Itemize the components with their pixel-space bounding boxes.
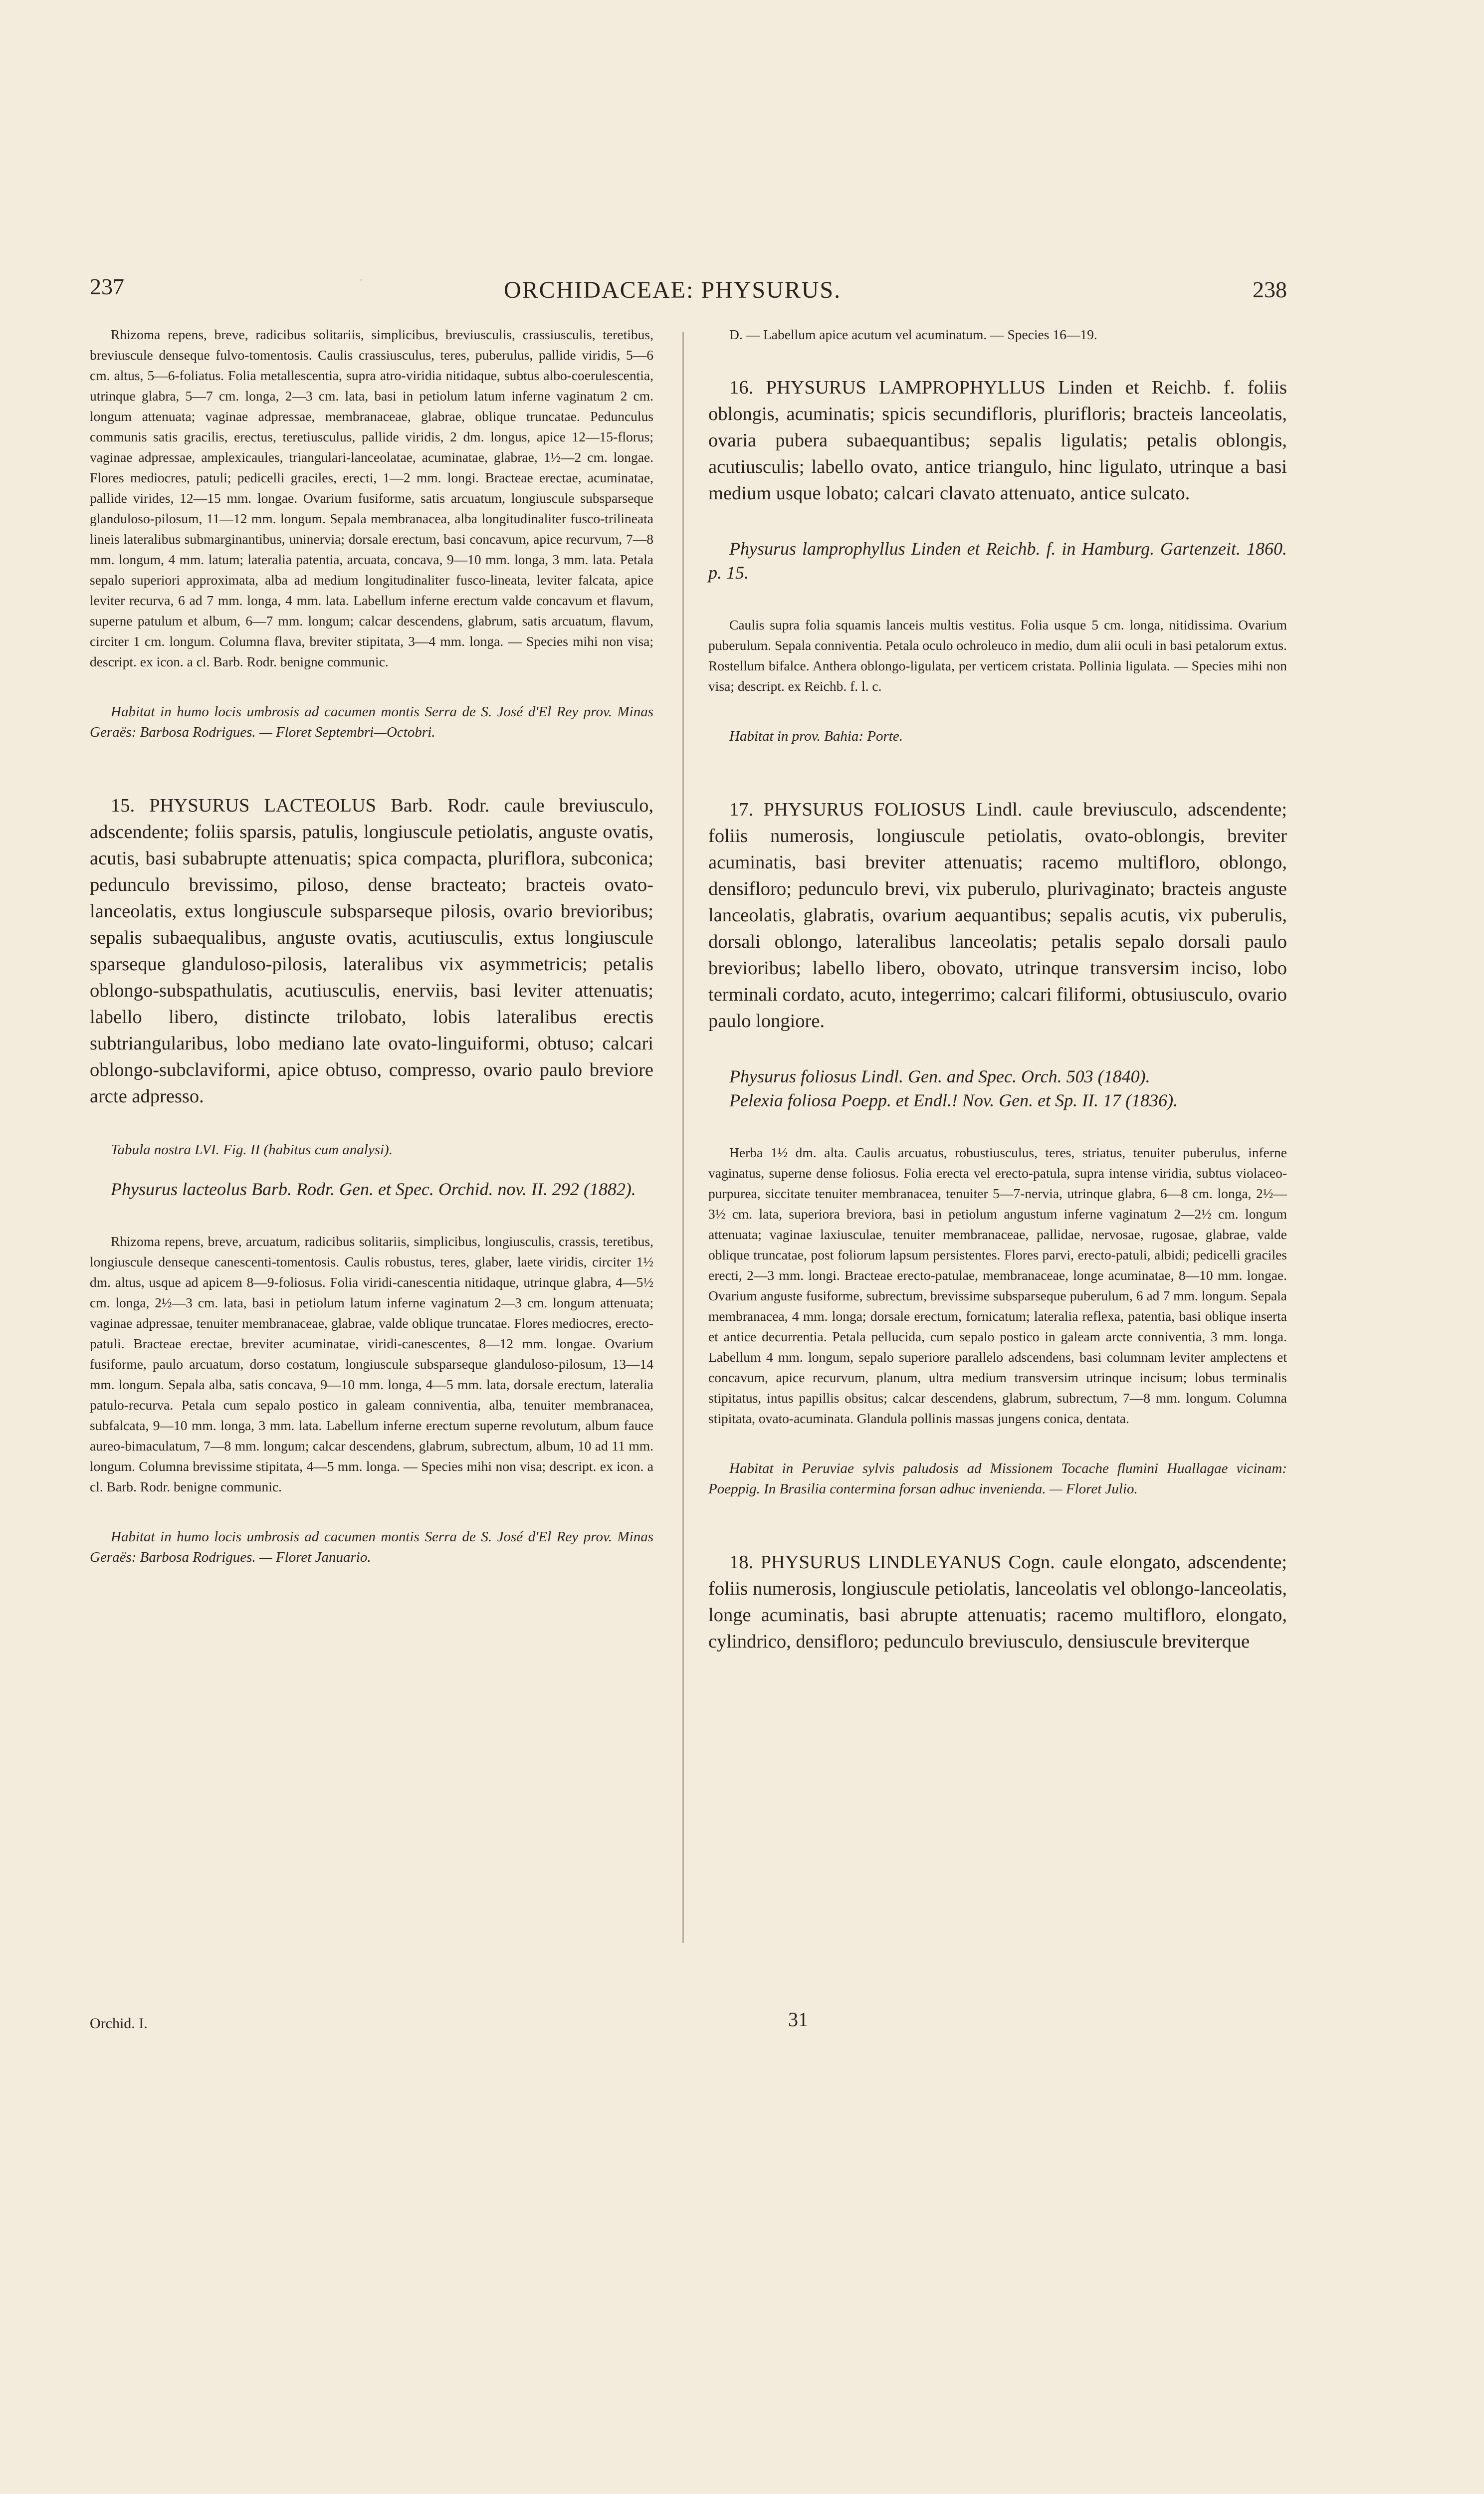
- species-15-citation: Physurus lacteolus Barb. Rodr. Gen. et Spec. Orchid. nov. II. 292 (1882).: [111, 1179, 636, 1199]
- species-14-habitat: Habitat in humo locis umbrosis ad cacumen montis Serra de S. José d'El Rey prov. Minas Geraës: Barbosa Rodrigues. — Floret Septembri—Octobri.: [90, 704, 653, 740]
- left-column: [90, 324, 653, 1568]
- page-number-right: 238: [1253, 277, 1287, 302]
- signature-mark: Orchid. I.: [90, 2015, 148, 2032]
- running-title: ORCHIDACEAE: PHYSURUS.: [504, 277, 842, 303]
- species-17-citation-poeppig: Pelexia foliosa Poepp. et Endl.! Nov. Gen. et Sp. II. 17 (1836).: [729, 1090, 1178, 1110]
- page-header: [90, 273, 1287, 308]
- column-divider: [682, 332, 684, 1943]
- species-15-description: Rhizoma repens, breve, arcuatum, radicibus solitariis, simplicibus, longiusculis, crassis, teretibus, longiuscule denseque canescenti-tomentosis. Caulis robustus, teres, glaber, laete viridis, circiter 1½ dm. altus, usque ad apicem 8—9-foliosus. Folia viridi-canescentia nitidaque, utrinque glabra, 4—5½ cm. longa, 2½—3 cm. lata, basi in petiolum latum inferne vaginatum 2—3 cm. longum attenuata; vaginae adpressae, tenuiter membranaceae, glabrae, valde oblique truncatae. Flores mediocres, erecto-patuli. Bracteae erectae, breviter acuminatae, viridi-canescentes, 8—12 mm. longae. Ovarium fusiforme, paulo arcuatum, dorso costatum, longiuscule subsparseque glanduloso-pilosum, 13—14 mm. longum. Sepala alba, satis concava, 9—10 mm. longa, 4—5 mm. lata, dorsale erectum, lateralia patulo-recurva. Petala cum sepalo postico in galeam conniventia, alba, tenuiter membranacea, subfalcata, 9—10 mm. longa, 3 mm. lata. Labellum inferne erectum superne revolutum, album fauce aureo-bimaculatum, 7—8 mm. longum; calcar descendens, glabrum, subrectum, album, 10 ad 11 mm. longum. Columna brevissime stipitata, 4—5 mm. longa. — Species mihi non visa; descript. ex icon. a cl. Barb. Rodr. benigne communic.: [90, 1234, 653, 1494]
- right-column: [708, 324, 1287, 1655]
- species-16-diagnosis: 16. PHYSURUS LAMPROPHYLLUS Linden et Reichb. f. foliis oblongis, acuminatis; spicis secundifloris, plurifloris; bracteis lanceolatis, ovaria pubera subaequantibus; sepalis ligulatis; petalis oblongis, acutiusculis; labello ovato, antice triangulo, hinc ligulato, utrinque a basi medium usque lobato; calcari clavato attenuato, antice sulcato.: [708, 377, 1287, 504]
- species-17-citation-lindley: Physurus foliosus Lindl. Gen. and Spec. Orch. 503 (1840).: [729, 1066, 1150, 1086]
- species-16-description: Caulis supra folia squamis lanceis multis vestitus. Folia usque 5 cm. longa, nitidissima. Ovarium puberulum. Sepala conniventia. Petala oculo ochroleuco in medio, dum alii oculi in basi petalorum extus. Rostellum bifalce. Anthera oblongo-ligulata, per verticem cristata. Pollinia ligulata. — Species mihi non visa; descript. ex Reichb. f. l. c.: [708, 617, 1287, 694]
- page-number-left: 237: [90, 274, 124, 299]
- species-15-plate-reference: Tabula nostra LVI. Fig. II (habitus cum analysi).: [111, 1142, 393, 1158]
- species-14-description: Rhizoma repens, breve, radicibus solitariis, simplicibus, breviusculis, crassiusculis, teretibus, breviuscule denseque fulvo-tomentosis. Caulis crassiusculus, teres, puberulus, pallide viridis, 5—6 cm. altus, 5—6-foliatus. Folia metallescentia, supra atro-viridia nitidaque, subtus albo-coerulescentia, utrinque glabra, 5—7 cm. longa, 2—3 cm. lata, basi in petiolum latum inferne vaginatum 2 cm. longum attenuata; vaginae adpressae, membranaceae, glabrae, oblique truncatae. Pedunculus communis satis gracilis, erectus, teretiusculus, pallide viridis, 2 dm. longus, apice 12—15-florus; vaginae adpressae, amplexicaules, triangulari-lanceolatae, acuminatae, glabrae, 1½—2 cm. longae. Flores mediocres, patuli; pedicelli graciles, erecti, 1—2 mm. longi. Bracteae erectae, acuminatae, pallide virides, 12—15 mm. longae. Ovarium fusiforme, satis arcuatum, longiuscule subsparseque glanduloso-pilosum, 11—12 mm. longum. Sepala membranacea, alba longitudinaliter fusco-trilineata lineis lateralibus submarginantibus, uninervia; dorsale erectum, basi concavum, apice recurvum, 7—8 mm. longum, 4 mm. latum; lateralia patentia, arcuata, concava, 9—10 mm. longa, 3 mm. lata. Petala sepalo superiori approximata, alba ad medium longitudinaliter fusco-lineata, leviter falcata, apice leviter recurva, 6 ad 7 mm. longa, 4 mm. lata. Labellum inferne erectum valde concavum et flavum, superne patulum et album, 6—7 mm. longum; calcar descendens, glabrum, satis arcuatum, flavum, circiter 1 cm. longum. Columna flava, breviter stipitata, 3—4 mm. longa. — Species mihi non visa; descript. ex icon. a cl. Barb. Rodr. benigne communic.: [90, 327, 653, 669]
- species-18-diagnosis: 18. PHYSURUS LINDLEYANUS Cogn. caule elongato, adscendente; foliis numerosis, longiuscule petiolatis, lanceolatis vel oblongo-lanceolatis, longe acuminatis, basi abrupte attenuatis; racemo multifloro, elongato, cylindrico, densifloro; pedunculo breviusculo, densiuscule breviterque: [708, 1552, 1287, 1652]
- species-17-habitat: Habitat in Peruviae sylvis paludosis ad Missionem Tocache flumini Huallagae vicinam: Poeppig. In Brasilia contermina forsan adhuc invenienda. — Floret Julio.: [708, 1460, 1287, 1497]
- species-15-diagnosis: 15. PHYSURUS LACTEOLUS Barb. Rodr. caule breviusculo, adscendente; foliis sparsis, patulis, longiuscule petiolatis, anguste ovatis, acutis, basi subabrupte attenuatis; spica compacta, pluriflora, subconica; pedunculo brevissimo, piloso, dense bracteato; bracteis ovato-lanceolatis, extus longiuscule subsparseque pilosis, ovario brevioribus; sepalis subaequalibus, anguste ovatis, acutiusculis, extus longiuscule sparseque glanduloso-pilosis, lateralibus vix asymmetricis; petalis oblongo-subspathulatis, acutiusculis, enerviis, basi leviter attenuatis; labello libero, distincte trilobato, lobis lateralibus erectis subtriangularibus, lobo mediano late ovato-linguiformi, obtuso; calcari oblongo-subclaviformi, apice obtuso, compresso, ovario paulo breviore arcte adpresso.: [90, 795, 653, 1107]
- species-16-habitat: Habitat in prov. Bahia: Porte.: [729, 728, 903, 744]
- species-17-description: Herba 1½ dm. alta. Caulis arcuatus, robustiusculus, teres, striatus, tenuiter puberulus, inferne vaginatus, superne dense foliosus. Folia erecta vel erecto-patula, supra intense viridia, subtus violaceo-purpurea, siccitate tenuiter membranacea, tenuiter 5—7-nervia, utrinque glabra, 6—8 cm. longa, 2½—3½ cm. lata, superiora breviora, basi in petiolum angustum inferne vaginatum 2—2½ cm. longum attenuata; vaginae laxiusculae, tenuiter membranaceae, pallidae, nervosae, rugosae, glabrae, valde oblique truncatae, post foliorum lapsum persistentes. Flores parvi, erecto-patuli, albidi; pedicelli graciles erecti, 2—3 mm. longi. Bracteae erecto-patulae, membranaceae, longe acuminatae, 8—10 mm. longae. Ovarium anguste fusiforme, subrectum, brevissime subsparseque puberulum, 6 ad 7 mm. longum. Sepala membranacea, 4 mm. longa; dorsale erectum, fornicatum; lateralia reflexa, patentia, basi oblique inserta et antice decurrentia. Petala pellucida, cum sepalo postico in galeam arcte conniventia, 3 mm. longa. Labellum 4 mm. longum, sepalo superiore parallelo adscendens, basi columnam leviter amplectens et concavum, apice recurvum, planum, ultra medium transversim utrinque incisum; lobus terminalis stipitatus, intus papillis obsitus; calcar descendens, glabrum, subrectum, 7—8 mm. longum. Columna stipitata, ovato-acuminata. Glandula pollinis massas jungens conica, dentata.: [708, 1145, 1287, 1426]
- species-17-diagnosis: 17. PHYSURUS FOLIOSUS Lindl. caule breviusculo, adscendente; foliis numerosis, longiuscule petiolatis, ovato-oblongis, breviter acuminatis, basi breviter attenuatis; racemo multifloro, oblongo, densifloro; pedunculo brevi, vix puberulo, plurivaginato; bracteis anguste lanceolatis, glabratis, ovarium aequantibus; sepalis acutis, vix puberulis, dorsali oblongo, lateralibus lanceolatis; petalis sepalo dorsali paulo brevioribus; labello libero, obovato, utrinque transversim inciso, lobo terminali cordato, acuto, integerrimo; calcari filiformi, obtusiusculo, ovario paulo longiore.: [708, 799, 1287, 1032]
- key-section-d: D. — Labellum apice acutum vel acuminatum. — Species 16—19.: [729, 327, 1097, 342]
- print-mark: ': [360, 277, 362, 288]
- species-16-citation: Physurus lamprophyllus Linden et Reichb. f. in Hamburg. Gartenzeit. 1860. p. 15.: [708, 539, 1287, 583]
- sheet-number: 31: [788, 2008, 808, 2031]
- species-15-habitat: Habitat in humo locis umbrosis ad cacumen montis Serra de S. José d'El Rey prov. Minas Geraës: Barbosa Rodrigues. — Floret Januario.: [90, 1529, 653, 1565]
